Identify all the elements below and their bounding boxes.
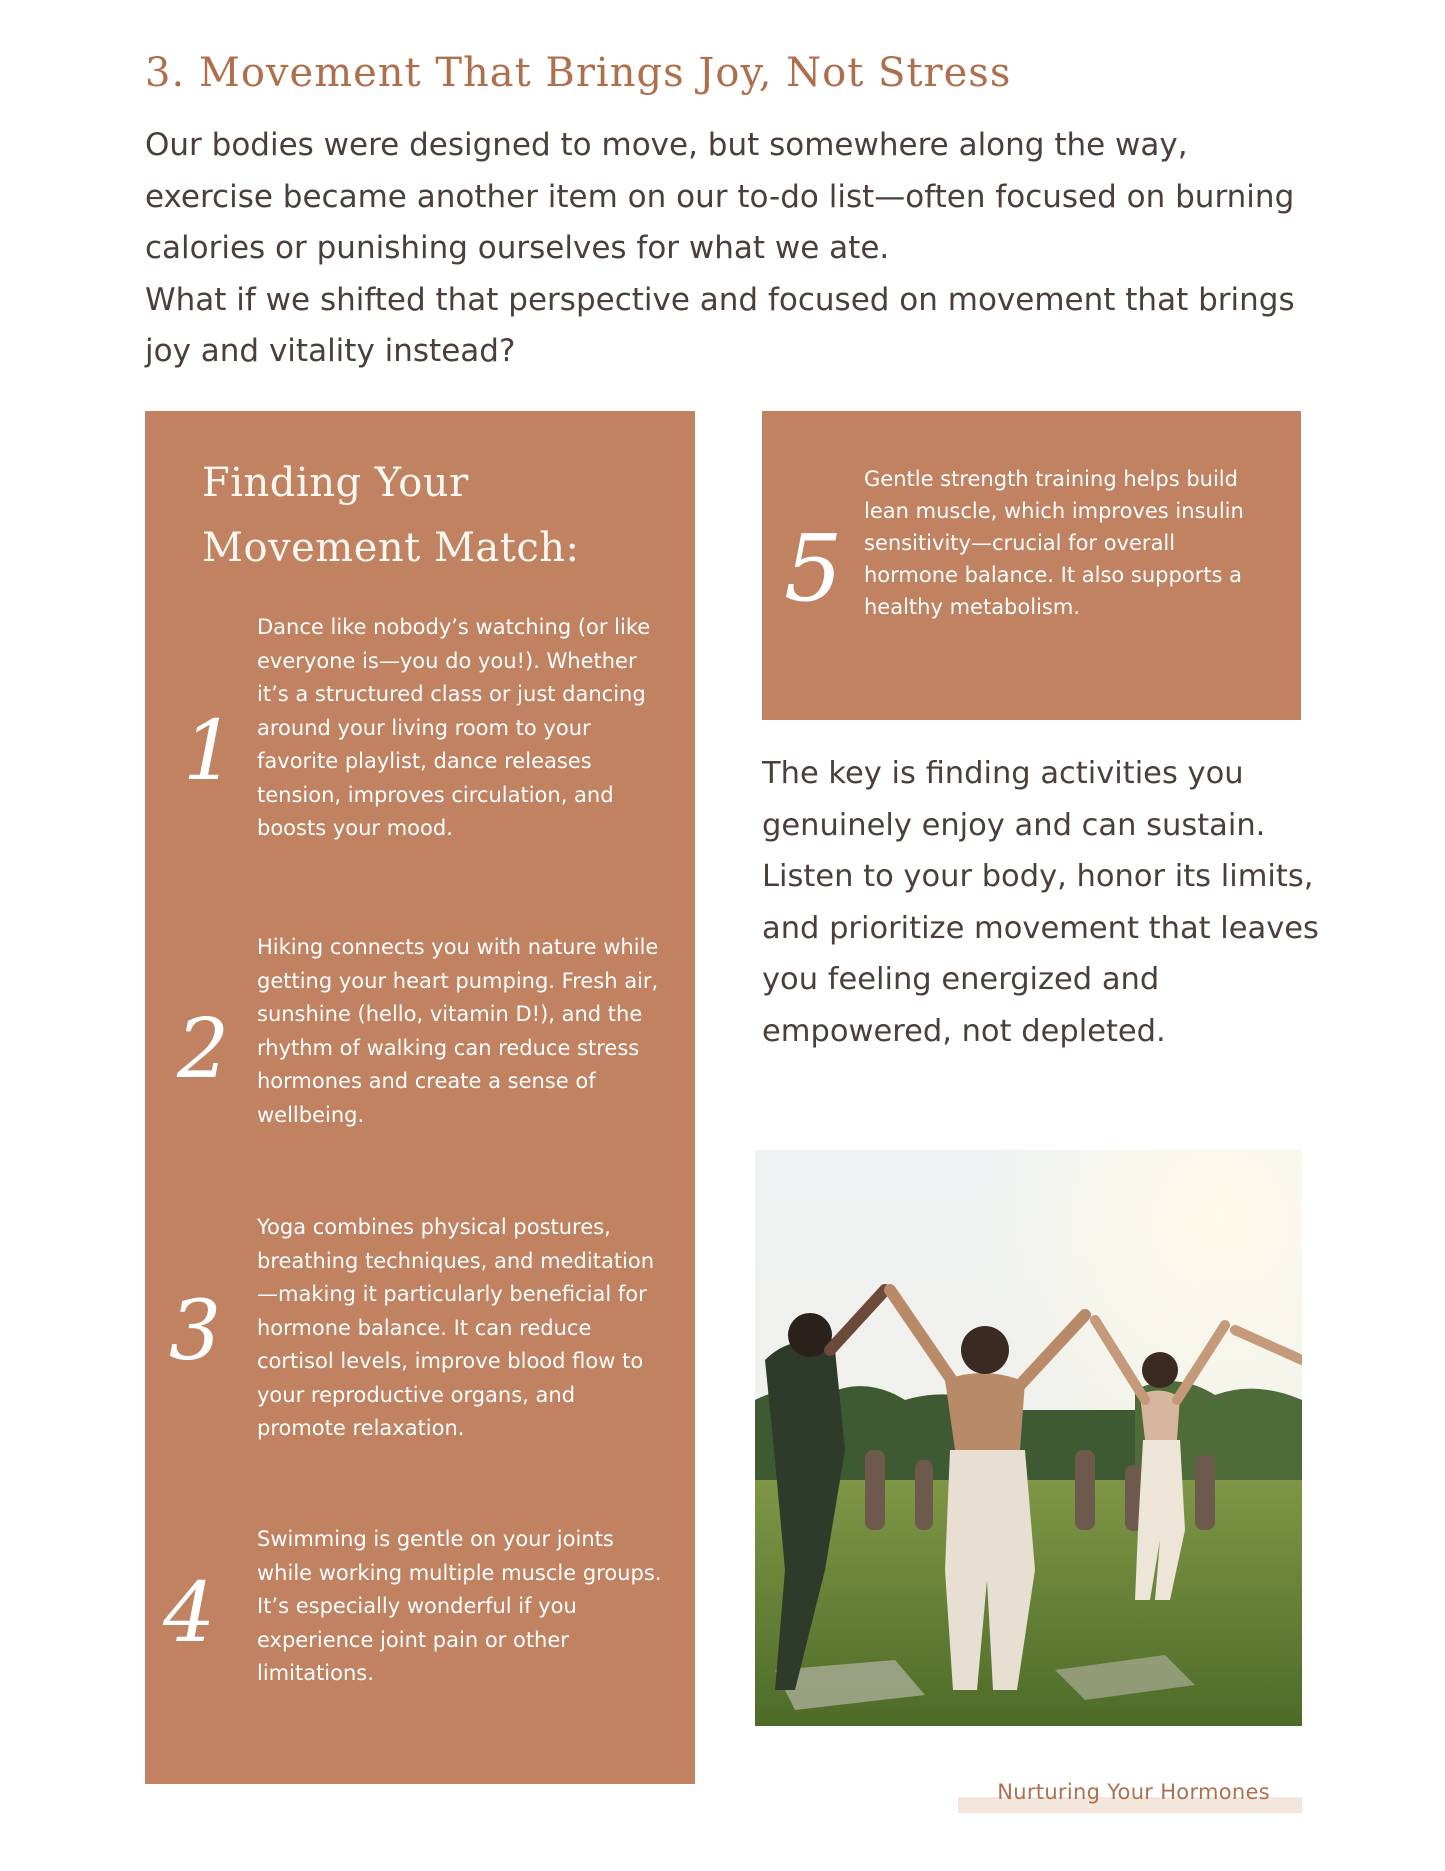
movement-match-card — [145, 411, 695, 1784]
intro-text — [145, 120, 1305, 378]
item-text: Hiking connects you with nature while getting your heart pumping. Fresh air, sunshine (hello, vitamin D!), and the rhythm of walking can reduce stress hormones and create a sense of wellbeing. — [257, 935, 659, 1127]
movement-match-title-line-1: Finding Your — [202, 460, 469, 506]
movement-match-title — [202, 451, 579, 581]
item-number: 1 — [183, 704, 236, 799]
footer-title: Nurturing Your Hormones — [997, 1780, 1270, 1804]
item-text: Swimming is gentle on your joints while working multiple muscle groups. It’s especially wonderful if you experience joint pain or other limitations. — [257, 1527, 662, 1685]
item-text: Yoga combines physical postures, breathing techniques, and meditation—making it particularly beneficial for hormone balance. It can reduce cortisol levels, improve blood flow to your reproductive organs, and promote relaxation. — [257, 1215, 655, 1440]
outdoor-yoga-photo — [755, 1150, 1302, 1726]
key-paragraph: The key is finding activities you genuinely enjoy and can sustain. Listen to your body, honor its limits, and prioritize movement that leaves you feeling energized and empowered, not depleted. — [762, 756, 1319, 1049]
item-text: Gentle strength training helps build lean muscle, which improves insulin sensitivity—crucial for overall hormone balance. It also supports a healthy metabolism. — [864, 467, 1244, 619]
intro-paragraph-1: Our bodies were designed to move, but somewhere along the way, exercise became another item on our to-do list—often focused on burning calories or punishing ourselves for what we ate. — [145, 127, 1295, 266]
section-heading: 3. Movement That Brings Joy, Not Stress — [145, 50, 1012, 96]
intro-paragraph-2: What if we shifted that perspective and focused on movement that brings joy and vitality instead? — [145, 281, 1295, 369]
item-number: 3 — [169, 1284, 222, 1379]
item-text: Dance like nobody’s watching (or like everyone is—you do you!). Whether it’s a structured class or just dancing around your living room to your favorite playlist, dance releases tension, improves circulation, and boosts your mood. — [257, 615, 651, 840]
item-number: 4 — [163, 1566, 216, 1661]
item-number: 5 — [784, 515, 843, 622]
movement-match-title-line-2: Movement Match: — [202, 525, 580, 571]
strength-training-card — [762, 411, 1301, 720]
item-number: 2 — [177, 1002, 230, 1097]
